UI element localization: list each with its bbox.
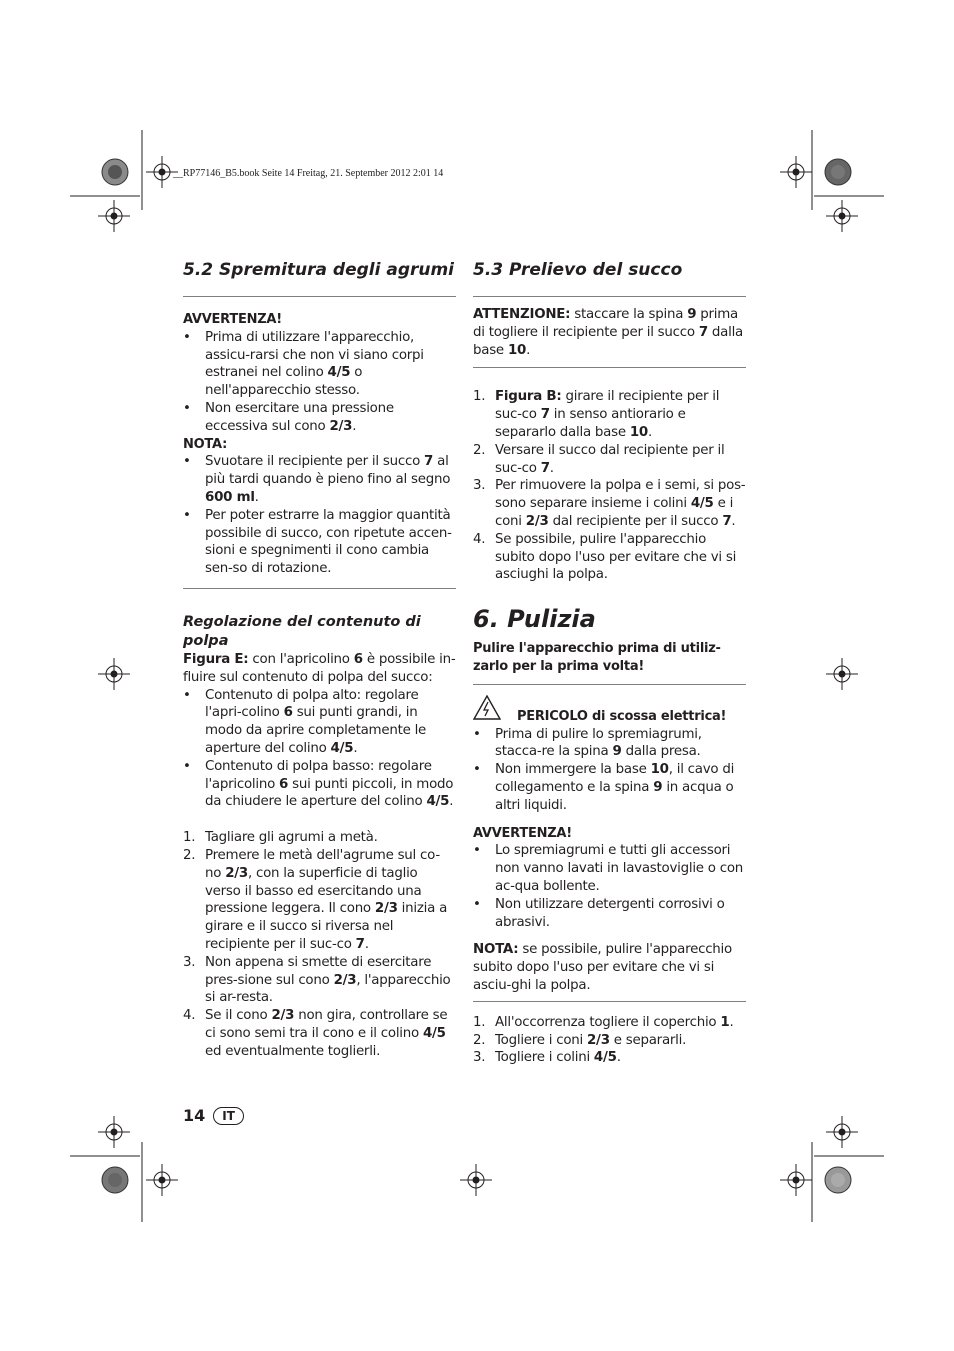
bold-ref: 7 bbox=[355, 936, 365, 952]
bullet-marker: • bbox=[183, 687, 191, 703]
bold-ref: 7 bbox=[424, 454, 434, 470]
text-run: . bbox=[647, 424, 652, 440]
list-number: 3. bbox=[473, 1050, 486, 1066]
text-run: Prima di pulire lo spremiagrumi, stacca-re la spina bbox=[495, 726, 702, 760]
text-run: al più tardi quando è pieno fino al segno bbox=[205, 454, 451, 488]
pericolo-box bbox=[473, 685, 746, 1001]
left-column bbox=[183, 258, 456, 1060]
bold-ref: 4/5 bbox=[422, 1025, 446, 1041]
registration-mark-icon bbox=[826, 200, 858, 236]
text-run: . bbox=[352, 418, 357, 434]
bullet-marker: • bbox=[183, 454, 191, 470]
list-item bbox=[473, 896, 746, 932]
text-run: Lo spremiagrumi e tutti gli accessori non vanno lavati in lavastoviglie o con ac-qua bollente. bbox=[495, 843, 744, 894]
bold-ref: 4/5 bbox=[330, 740, 354, 756]
text-run: . bbox=[729, 1014, 734, 1030]
avvertenza-label: AVVERTENZA! bbox=[183, 312, 282, 327]
bold-ref: 7 bbox=[540, 460, 550, 476]
bold-ref: 1 bbox=[720, 1014, 730, 1030]
bullet-marker: • bbox=[183, 758, 191, 774]
list-number: 4. bbox=[473, 531, 486, 547]
avvertenza-box bbox=[183, 297, 456, 588]
bold-ref: 2/3 bbox=[374, 901, 398, 917]
list-item bbox=[183, 507, 456, 578]
file-info-line: __RP77146_B5.book Seite 14 Freitag, 21. September 2012 2:01 14 bbox=[173, 168, 444, 179]
text-run: dalla presa. bbox=[621, 744, 701, 760]
list-number: 2. bbox=[473, 442, 486, 458]
text-run: girare il recipiente per il suc-co bbox=[495, 389, 720, 423]
bold-ref: 7 bbox=[540, 407, 550, 423]
text-run: . bbox=[353, 740, 358, 756]
list-item bbox=[473, 761, 746, 814]
text-run: . bbox=[616, 1050, 621, 1066]
nota-list bbox=[183, 453, 456, 578]
text-run: sui punti piccoli, in modo da chiudere le aperture del colino bbox=[205, 776, 454, 810]
bold-ref: 9 bbox=[687, 307, 697, 322]
nota-label: NOTA: bbox=[183, 436, 228, 452]
text-run: Prima di utilizzare l'apparecchio, assicu-rarsi che non vi siano corpi estranei nel colino bbox=[205, 329, 424, 381]
bold-ref: 4/5 bbox=[690, 496, 714, 512]
bold-ref: 2/3 bbox=[271, 1008, 295, 1024]
steps-list bbox=[183, 829, 456, 1060]
list-item bbox=[473, 1049, 746, 1067]
prelievo-steps-list bbox=[473, 388, 746, 584]
list-number: 3. bbox=[473, 478, 486, 494]
text-run: Se il cono bbox=[205, 1008, 272, 1024]
high-voltage-warning-icon bbox=[473, 695, 501, 726]
bold-ref: 10 bbox=[629, 424, 648, 440]
list-number: 4. bbox=[183, 1008, 196, 1024]
list-item bbox=[473, 388, 746, 441]
list-number: 1. bbox=[183, 830, 196, 846]
bold-ref: 10 bbox=[507, 342, 527, 358]
list-item bbox=[473, 477, 746, 530]
text-run: Togliere i colini bbox=[495, 1050, 594, 1066]
list-item bbox=[183, 847, 456, 954]
text-run: , con la superficie di taglio verso il basso ed esercitando una pressione leggera. Il cono bbox=[205, 865, 422, 917]
avvertenza-label-right: AVVERTENZA! bbox=[473, 825, 572, 841]
list-number: 2. bbox=[183, 847, 196, 863]
section-title-5-3: 5.3 Prelievo del succo bbox=[473, 258, 746, 297]
bullet-marker: • bbox=[183, 507, 191, 523]
text-run: All'occorrenza togliere il coperchio bbox=[495, 1014, 721, 1030]
text-run: , l'apparecchio si ar-resta. bbox=[205, 972, 451, 1006]
bold-ref: 4/5 bbox=[327, 365, 351, 381]
text-run: Versare il succo dal recipiente per il suc-co bbox=[495, 442, 725, 476]
text-run: in acqua o altri liquidi. bbox=[495, 779, 734, 813]
nota-label-right: NOTA: bbox=[473, 942, 519, 958]
text-run: con l'apricolino bbox=[248, 651, 354, 667]
text-run: Togliere i coni bbox=[495, 1032, 587, 1048]
page-number: 14 bbox=[183, 1106, 206, 1125]
registration-mark-icon bbox=[780, 1164, 812, 1200]
avvertenza-list-right bbox=[473, 842, 746, 931]
text-run: . bbox=[549, 460, 554, 476]
bold-ref: 4/5 bbox=[426, 794, 450, 810]
list-number: 1. bbox=[473, 389, 486, 405]
text-run: sui punti grandi, in modo da aprire completamente le aperture del colino bbox=[205, 705, 427, 756]
bold-ref: 2/3 bbox=[333, 972, 357, 988]
bold-ref: 2/3 bbox=[225, 865, 248, 881]
pulizia-intro: Pulire l'apparecchio prima di utiliz-zarlo per la prima volta! bbox=[473, 641, 721, 674]
registration-mark-icon bbox=[826, 1116, 858, 1152]
bullet-marker: • bbox=[473, 762, 481, 778]
bold-ref: 6 bbox=[353, 651, 363, 667]
pericolo-label: PERICOLO di scossa elettrica! bbox=[517, 708, 727, 724]
attenzione-box bbox=[473, 297, 746, 367]
list-item bbox=[473, 531, 746, 584]
bullet-marker: • bbox=[473, 843, 481, 859]
text-run: Se possibile, pulire l'apparecchio subito dopo l'uso per evitare che vi si asciughi la polpa. bbox=[495, 531, 737, 583]
text-run: prima di togliere il recipiente per il succo bbox=[473, 307, 739, 340]
bold-ref: Figura B: bbox=[495, 389, 562, 405]
color-wheel-icon bbox=[101, 158, 129, 190]
text-run: Per rimuovere la polpa e i semi, si pos-sono separare insieme i colini bbox=[495, 478, 746, 512]
attenzione-label: ATTENZIONE: bbox=[473, 307, 571, 322]
text-run: dal recipiente per il succo bbox=[548, 513, 723, 529]
text-run: e i coni bbox=[495, 496, 734, 529]
bold-ref: 2/3 bbox=[525, 513, 549, 529]
list-item bbox=[183, 758, 456, 811]
bullet-marker: • bbox=[473, 726, 481, 742]
pericolo-list bbox=[473, 726, 746, 815]
text-run: Contenuto di polpa basso: regolare l'apricolino bbox=[205, 758, 432, 792]
text-run: ed eventualmente toglierli. bbox=[205, 1043, 381, 1059]
list-item bbox=[473, 1014, 746, 1032]
text-run: . bbox=[449, 794, 454, 810]
registration-mark-icon bbox=[98, 1116, 130, 1152]
bullet-marker: • bbox=[183, 400, 191, 416]
registration-mark-icon bbox=[98, 658, 130, 694]
figura-e-paragraph bbox=[183, 651, 456, 1061]
text-run: in senso antiorario e separarlo dalla base bbox=[495, 407, 686, 440]
list-item bbox=[183, 329, 456, 400]
list-item bbox=[183, 829, 456, 847]
page-footer bbox=[183, 1106, 244, 1125]
list-item bbox=[183, 954, 456, 1007]
polpa-list bbox=[183, 687, 456, 812]
color-wheel-icon bbox=[101, 1166, 129, 1198]
text-run: Non utilizzare detergenti corrosivi o abrasivi. bbox=[495, 896, 725, 930]
text-run: inizia a girare e il succo si riversa nel recipiente per il suc-co bbox=[205, 901, 448, 952]
list-item bbox=[183, 453, 456, 506]
list-number: 3. bbox=[183, 954, 196, 970]
list-item bbox=[183, 687, 456, 758]
bold-ref: 600 ml bbox=[205, 489, 255, 505]
section-title-5-2: 5.2 Spremitura degli agrumi bbox=[183, 258, 456, 297]
right-column bbox=[473, 258, 746, 1067]
text-run: e separarli. bbox=[609, 1032, 687, 1048]
list-number: 2. bbox=[473, 1032, 486, 1048]
text-run: . bbox=[731, 513, 736, 529]
text-run: staccare la spina bbox=[570, 307, 688, 322]
text-run: dalla base bbox=[473, 324, 743, 358]
bullet-marker: • bbox=[183, 329, 191, 345]
text-run: Svuotare il recipiente per il succo bbox=[205, 454, 425, 470]
list-item bbox=[183, 1007, 456, 1060]
list-number: 1. bbox=[473, 1014, 486, 1030]
list-item bbox=[473, 842, 746, 895]
text-run: o nell'apparecchio stesso. bbox=[205, 365, 363, 399]
text-run: Tagliare gli agrumi a metà. bbox=[205, 830, 378, 846]
text-run: non gira, controllare se ci sono semi tra il cono e il colino bbox=[205, 1008, 448, 1041]
text-run: Per poter estrarre la maggior quantità possibile di succo, con ripetute accen-sioni e spegnimenti il cono cambia sen-so di rotazione. bbox=[205, 507, 452, 577]
subsection-title-polpa: Regolazione del contenuto di polpa bbox=[183, 613, 421, 649]
text-run: Non esercitare una pressione eccessiva sul cono bbox=[205, 400, 394, 434]
bold-ref: 6 bbox=[279, 776, 289, 792]
text-run: Non appena si smette di esercitare pres-sione sul cono bbox=[205, 954, 432, 988]
bold-ref: 2/3 bbox=[329, 418, 353, 434]
bold-ref: 10 bbox=[650, 762, 669, 778]
list-item bbox=[183, 400, 456, 436]
text-run: Non immergere la base bbox=[495, 762, 651, 778]
bold-ref: 7 bbox=[698, 324, 708, 340]
text-run: . bbox=[364, 936, 369, 952]
registration-mark-icon bbox=[146, 1164, 178, 1200]
list-item bbox=[473, 442, 746, 478]
nota-text-right: se possibile, pulire l'apparecchio subito dopo l'uso per evitare che vi si asciu-ghi la polpa. bbox=[473, 942, 732, 993]
cleaning-steps-list bbox=[473, 1014, 746, 1067]
list-item bbox=[473, 726, 746, 762]
bullet-marker: • bbox=[473, 896, 481, 912]
color-wheel-icon bbox=[824, 1166, 852, 1198]
bold-ref: 2/3 bbox=[586, 1032, 610, 1048]
text-run: Premere le metà dell'agrume sul co-no bbox=[205, 847, 440, 881]
figura-e-label: Figura E: bbox=[183, 651, 249, 667]
bold-ref: 9 bbox=[653, 779, 663, 795]
text-run: è possibile in-fluire sul contenuto di polpa del succo: bbox=[183, 651, 456, 685]
registration-mark-icon bbox=[780, 156, 812, 192]
registration-mark-icon bbox=[826, 658, 858, 694]
section-title-pulizia: 6. Pulizia bbox=[473, 605, 596, 634]
language-badge: IT bbox=[213, 1107, 244, 1125]
bold-ref: 7 bbox=[722, 513, 732, 529]
text-run: , il cavo di collegamento e la spina bbox=[495, 762, 735, 795]
avvertenza-list bbox=[183, 329, 456, 436]
bold-ref: 9 bbox=[612, 744, 622, 760]
registration-mark-icon bbox=[460, 1164, 492, 1200]
text-run: . bbox=[254, 489, 259, 505]
text-run: . bbox=[526, 342, 531, 358]
color-wheel-icon bbox=[824, 158, 852, 190]
text-run: Contenuto di polpa alto: regolare l'apri-colino bbox=[205, 687, 419, 721]
bold-ref: 4/5 bbox=[593, 1050, 617, 1066]
registration-mark-icon bbox=[98, 200, 130, 236]
bold-ref: 6 bbox=[283, 705, 293, 721]
list-item bbox=[473, 1032, 746, 1050]
